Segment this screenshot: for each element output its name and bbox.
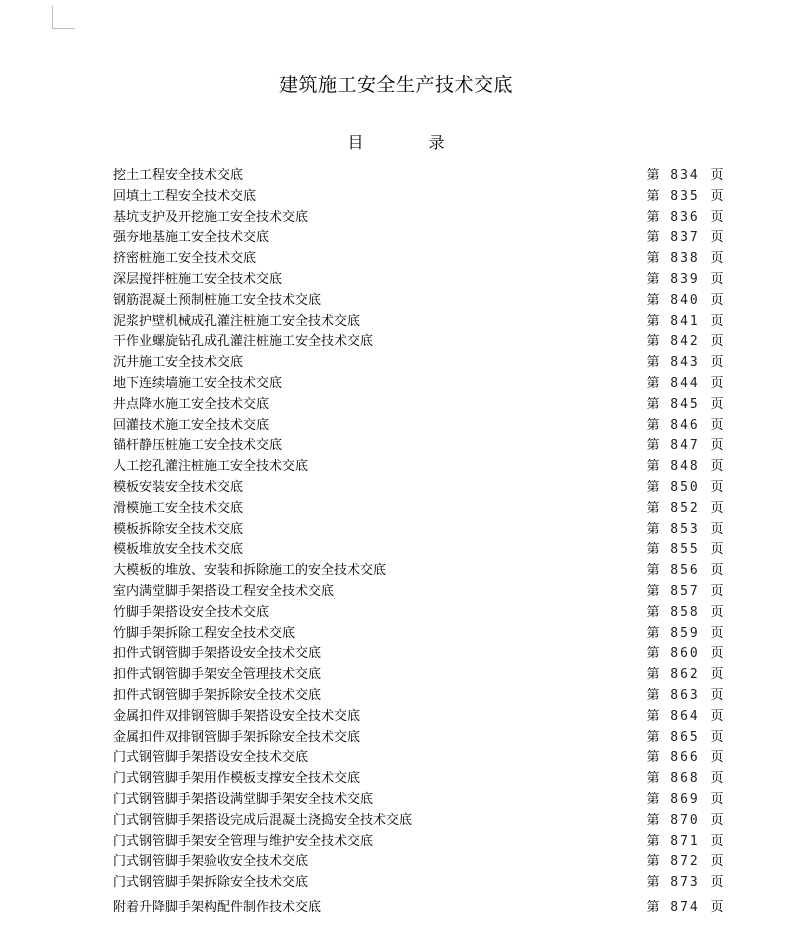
toc-entry-page <box>645 436 725 457</box>
page-suffix: 页 <box>710 355 724 371</box>
toc-entry-title: 强夯地基施工安全技术交底 <box>113 230 270 246</box>
page-suffix: 页 <box>710 375 724 391</box>
toc-entry-page <box>645 790 725 811</box>
toc-entry-title: 室内满堂脚手架搭设工程安全技术交底 <box>113 583 335 599</box>
page-prefix: 第 <box>646 438 660 454</box>
page-suffix: 页 <box>710 313 724 329</box>
page-prefix: 第 <box>646 791 660 807</box>
page-suffix: 页 <box>710 791 724 807</box>
document-title: 建筑施工安全生产技术交底 <box>278 74 513 96</box>
toc-entry-page <box>645 249 725 270</box>
page-prefix: 第 <box>646 563 660 579</box>
page-prefix: 第 <box>646 251 660 267</box>
toc-entry-title: 门式钢管脚手架搭设安全技术交底 <box>113 750 309 766</box>
toc-entry-title: 扣件式钢管脚手架搭设安全技术交底 <box>113 646 322 662</box>
page-prefix: 第 <box>646 479 660 495</box>
toc-entry-title: 挖土工程安全技术交底 <box>113 168 244 183</box>
page-prefix: 第 <box>646 812 660 828</box>
toc-entry <box>113 686 725 707</box>
toc-entry-page <box>645 312 725 333</box>
page-number: 842 <box>670 334 700 350</box>
page-suffix: 页 <box>710 750 724 766</box>
page-suffix: 页 <box>710 771 724 787</box>
toc-entry-title: 滑模施工安全技术交底 <box>113 500 244 516</box>
page-prefix: 第 <box>646 604 660 620</box>
toc-entry-page <box>645 416 725 437</box>
toc-entry-title: 井点降水施工安全技术交底 <box>113 396 270 412</box>
page-number: 835 <box>670 188 700 204</box>
page-number: 859 <box>670 625 700 641</box>
toc-entry <box>113 728 725 749</box>
toc-entry-page <box>645 873 725 894</box>
page-prefix: 第 <box>646 355 660 371</box>
toc-entry-title: 大模板的堆放、安装和拆除施工的安全技术交底 <box>113 563 387 579</box>
toc-entry-page <box>645 769 725 790</box>
toc-entry-page <box>645 270 725 291</box>
toc-entry-page <box>645 208 725 229</box>
page-number: 845 <box>670 396 700 412</box>
page-prefix: 第 <box>646 875 660 891</box>
page-prefix: 第 <box>646 750 660 766</box>
page-prefix: 第 <box>646 729 660 745</box>
page-suffix: 页 <box>710 417 724 433</box>
page-number: 839 <box>670 271 700 287</box>
page-number: 874 <box>670 899 700 915</box>
toc-entry-title: 竹脚手架搭设安全技术交底 <box>113 604 270 620</box>
toc-entry-title: 门式钢管脚手架验收安全技术交底 <box>113 854 309 870</box>
page-number: 855 <box>670 542 700 558</box>
table-of-contents <box>113 166 725 919</box>
toc-entry <box>113 436 725 457</box>
toc-entry-title: 锚杆静压桩施工安全技术交底 <box>113 438 283 454</box>
page-suffix: 页 <box>710 251 724 267</box>
page-prefix: 第 <box>646 168 660 183</box>
toc-entry <box>113 187 725 208</box>
toc-entry-title: 回灌技术施工安全技术交底 <box>113 417 270 433</box>
page-number: 847 <box>670 438 700 454</box>
page-suffix: 页 <box>710 875 724 891</box>
page-number: 840 <box>670 292 700 308</box>
toc-entry-title: 人工挖孔灌注桩施工安全技术交底 <box>113 459 309 475</box>
page-number: 837 <box>670 230 700 246</box>
page-prefix: 第 <box>646 375 660 391</box>
page-number: 860 <box>670 646 700 662</box>
page-prefix: 第 <box>646 459 660 475</box>
toc-entry-page <box>645 582 725 603</box>
toc-entry-title: 回填土工程安全技术交底 <box>113 188 257 204</box>
toc-entry-page <box>645 852 725 873</box>
page-suffix: 页 <box>710 479 724 495</box>
page-prefix: 第 <box>646 625 660 641</box>
toc-entry <box>113 769 725 790</box>
page-prefix: 第 <box>646 667 660 683</box>
page-number: 872 <box>670 854 700 870</box>
page-number: 868 <box>670 771 700 787</box>
toc-entry-page <box>645 540 725 561</box>
toc-entry-title: 门式钢管脚手架安全管理与维护安全技术交底 <box>113 833 374 849</box>
toc-entry-title: 门式钢管脚手架用作模板支撑安全技术交底 <box>113 771 361 787</box>
toc-entry-title: 沉井施工安全技术交底 <box>113 355 244 371</box>
toc-entry-title: 门式钢管脚手架搭设满堂脚手架安全技术交底 <box>113 791 374 807</box>
toc-entry-page <box>645 686 725 707</box>
page-number: 852 <box>670 500 700 516</box>
toc-entry <box>113 873 725 894</box>
toc-entry-page <box>645 187 725 208</box>
page-prefix: 第 <box>646 771 660 787</box>
page-prefix: 第 <box>646 209 660 225</box>
page-prefix: 第 <box>646 417 660 433</box>
toc-entry-page <box>645 644 725 665</box>
toc-entry-title: 基坑支护及开挖施工安全技术交底 <box>113 209 309 225</box>
toc-entry <box>113 312 725 333</box>
page-prefix: 第 <box>646 500 660 516</box>
page-suffix: 页 <box>710 168 724 183</box>
page-suffix: 页 <box>710 396 724 412</box>
page-suffix: 页 <box>710 271 724 287</box>
page-suffix: 页 <box>710 604 724 620</box>
toc-entry-page <box>645 478 725 499</box>
toc-entry <box>113 665 725 686</box>
toc-entry <box>113 270 725 291</box>
toc-entry-title: 钢筋混凝土预制桩施工安全技术交底 <box>113 292 322 308</box>
toc-entry <box>113 499 725 520</box>
page-number: 869 <box>670 791 700 807</box>
page-prefix: 第 <box>646 313 660 329</box>
toc-entry-title: 门式钢管脚手架拆除安全技术交底 <box>113 875 309 891</box>
toc-entry-title: 扣件式钢管脚手架安全管理技术交底 <box>113 667 322 683</box>
page-prefix: 第 <box>646 687 660 703</box>
toc-entry <box>113 478 725 499</box>
page-number: 856 <box>670 563 700 579</box>
toc-entry <box>113 644 725 665</box>
page-prefix: 第 <box>646 230 660 246</box>
page-suffix: 页 <box>710 542 724 558</box>
page-number: 857 <box>670 583 700 599</box>
page-suffix: 页 <box>710 687 724 703</box>
page-suffix: 页 <box>710 708 724 724</box>
page-prefix: 第 <box>646 521 660 537</box>
page-suffix: 页 <box>710 188 724 204</box>
toc-entry-page <box>645 374 725 395</box>
toc-entry-title: 地下连续墙施工安全技术交底 <box>113 375 283 391</box>
toc-entry <box>113 832 725 853</box>
toc-entry-page <box>645 707 725 728</box>
toc-entry-title: 附着升降脚手架构配件制作技术交底 <box>113 899 322 915</box>
page-number: 841 <box>670 313 700 329</box>
page-suffix: 页 <box>710 334 724 350</box>
page-number: 850 <box>670 479 700 495</box>
toc-entry-title: 模板拆除安全技术交底 <box>113 521 244 537</box>
page-suffix: 页 <box>710 667 724 683</box>
toc-entry-page <box>645 499 725 520</box>
page-suffix: 页 <box>710 292 724 308</box>
toc-entry-title: 挤密桩施工安全技术交底 <box>113 251 257 267</box>
page-prefix: 第 <box>646 334 660 350</box>
toc-entry <box>113 561 725 582</box>
toc-entry-page <box>645 353 725 374</box>
page-prefix: 第 <box>646 542 660 558</box>
toc-entry <box>113 228 725 249</box>
toc-entry <box>113 520 725 541</box>
toc-entry-title: 扣件式钢管脚手架拆除安全技术交底 <box>113 687 322 703</box>
toc-entry-title: 干作业螺旋钻孔成孔灌注桩施工安全技术交底 <box>113 334 374 350</box>
page-suffix: 页 <box>710 563 724 579</box>
toc-entry-title: 门式钢管脚手架搭设完成后混凝土浇捣安全技术交底 <box>113 812 413 828</box>
toc-entry <box>113 582 725 603</box>
page-prefix: 第 <box>646 833 660 849</box>
toc-entry-page <box>645 228 725 249</box>
toc-entry <box>113 395 725 416</box>
toc-entry-title: 竹脚手架拆除工程安全技术交底 <box>113 625 296 641</box>
toc-entry-page <box>645 561 725 582</box>
toc-entry <box>113 374 725 395</box>
page-suffix: 页 <box>710 583 724 599</box>
toc-entry <box>113 748 725 769</box>
toc-entry-title: 金属扣件双排钢管脚手架拆除安全技术交底 <box>113 729 361 745</box>
toc-entry-title: 金属扣件双排钢管脚手架搭设安全技术交底 <box>113 708 361 724</box>
page-prefix: 第 <box>646 188 660 204</box>
toc-entry-title: 深层搅拌桩施工安全技术交底 <box>113 271 283 287</box>
page-suffix: 页 <box>710 729 724 745</box>
page-number: 848 <box>670 459 700 475</box>
page-suffix: 页 <box>710 854 724 870</box>
page-suffix: 页 <box>710 438 724 454</box>
page-number: 858 <box>670 604 700 620</box>
page-number: 834 <box>670 168 700 183</box>
toc-entry-page <box>645 748 725 769</box>
page-suffix: 页 <box>710 521 724 537</box>
page-suffix: 页 <box>710 646 724 662</box>
toc-entry-page <box>645 332 725 353</box>
page-number: 843 <box>670 355 700 371</box>
page-number: 846 <box>670 417 700 433</box>
toc-entry <box>113 707 725 728</box>
page-number: 870 <box>670 812 700 828</box>
page-number: 853 <box>670 521 700 537</box>
page-prefix: 第 <box>646 854 660 870</box>
page-number: 866 <box>670 750 700 766</box>
toc-entry-page <box>645 898 725 919</box>
toc-entry <box>113 249 725 270</box>
toc-entry <box>113 790 725 811</box>
page-prefix: 第 <box>646 396 660 412</box>
toc-entry-page <box>645 624 725 645</box>
page-suffix: 页 <box>710 459 724 475</box>
toc-entry <box>113 811 725 832</box>
page-prefix: 第 <box>646 708 660 724</box>
toc-entry <box>113 457 725 478</box>
page-suffix: 页 <box>710 500 724 516</box>
toc-entry <box>113 603 725 624</box>
page-suffix: 页 <box>710 230 724 246</box>
toc-heading: 目 录 <box>347 133 475 152</box>
toc-entry-title: 模板安装安全技术交底 <box>113 479 244 495</box>
page-prefix: 第 <box>646 292 660 308</box>
page-suffix: 页 <box>710 899 724 915</box>
toc-entry <box>113 291 725 312</box>
page-suffix: 页 <box>710 833 724 849</box>
toc-entry-page <box>645 166 725 187</box>
page-prefix: 第 <box>646 271 660 287</box>
page-number: 863 <box>670 687 700 703</box>
toc-entry-page <box>645 520 725 541</box>
page-number: 838 <box>670 251 700 267</box>
page-number: 865 <box>670 729 700 745</box>
toc-entry <box>113 624 725 645</box>
page-suffix: 页 <box>710 812 724 828</box>
toc-entry <box>113 353 725 374</box>
page-suffix: 页 <box>710 209 724 225</box>
toc-entry <box>113 898 725 919</box>
page-corner-mark <box>52 6 75 29</box>
toc-entry <box>113 166 725 187</box>
page-number: 873 <box>670 875 700 891</box>
page-number: 844 <box>670 375 700 391</box>
page-prefix: 第 <box>646 646 660 662</box>
toc-entry-page <box>645 603 725 624</box>
toc-entry <box>113 540 725 561</box>
toc-entry-page <box>645 811 725 832</box>
toc-entry <box>113 208 725 229</box>
toc-entry-page <box>645 728 725 749</box>
page-number: 836 <box>670 209 700 225</box>
toc-entry <box>113 416 725 437</box>
page-prefix: 第 <box>646 583 660 599</box>
toc-entry-page <box>645 457 725 478</box>
toc-entry-page <box>645 395 725 416</box>
toc-entry-page <box>645 832 725 853</box>
page-suffix: 页 <box>710 625 724 641</box>
page-prefix: 第 <box>646 899 660 915</box>
toc-entry <box>113 332 725 353</box>
page-number: 871 <box>670 833 700 849</box>
toc-entry-page <box>645 291 725 312</box>
toc-entry-page <box>645 665 725 686</box>
toc-entry-title: 泥浆护壁机械成孔灌注桩施工安全技术交底 <box>113 313 361 329</box>
toc-entry-title: 模板堆放安全技术交底 <box>113 542 244 558</box>
page-number: 864 <box>670 708 700 724</box>
page-number: 862 <box>670 667 700 683</box>
toc-entry <box>113 852 725 873</box>
